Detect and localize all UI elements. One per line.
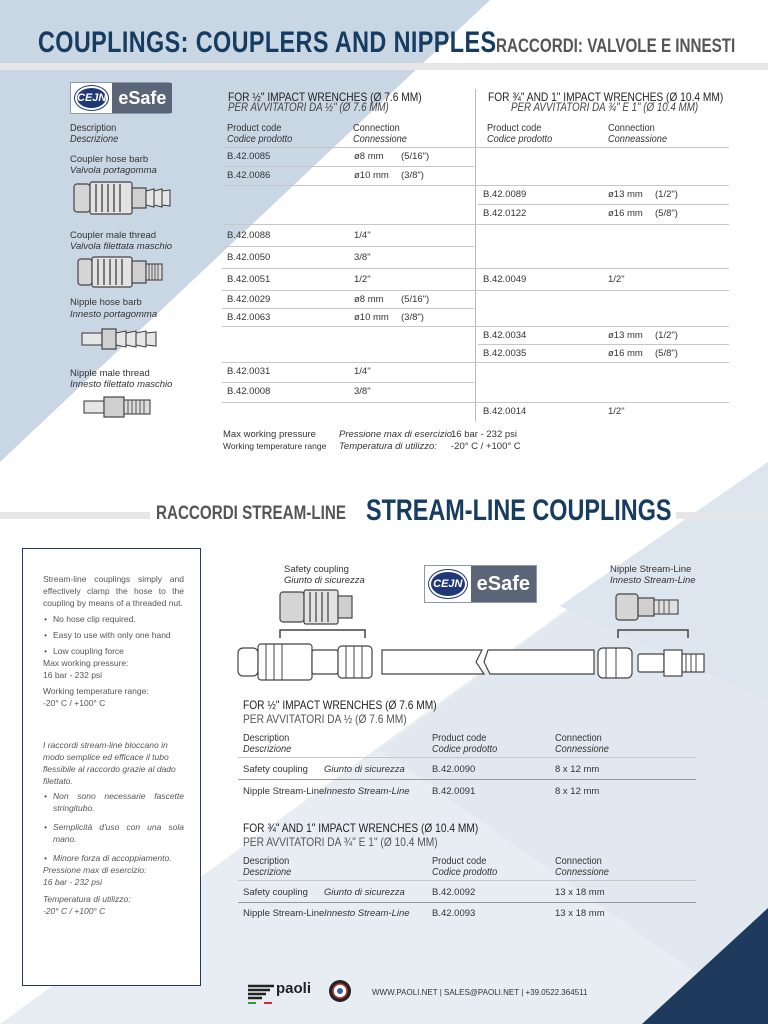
header-stripe [0,63,768,70]
t1a-row-1-code: B.42.0085 [227,151,271,162]
t1a-row-3-code: B.42.0088 [227,230,271,241]
t2b-row-1-name: Safety coupling [243,887,308,898]
spec-temp-label: Working temperature range [223,441,327,451]
features-box [22,548,201,986]
t2b-row-2-name: Nipple Stream-Line [243,908,325,919]
t2a-row-2-conn: 8 x 12 mm [555,786,600,797]
features-temp-value-it: -20° C / +100° C [43,906,106,916]
t1b-row-2-conn: ø16 mm [608,208,643,219]
t2b-row-1-conn: 13 x 18 mm [555,887,605,898]
t2a-title: FOR ½" IMPACT WRENCHES (Ø 7.6 MM) [243,698,437,712]
t2a-rule [238,779,696,780]
t2b-title: FOR ¾" AND 1" IMPACT WRENCHES (Ø 10.4 MM) [243,821,479,835]
table1-col-b-title: FOR ¾" AND 1" IMPACT WRENCHES (Ø 10.4 MM) [488,90,724,104]
t1-header-conn-b-it: Conneassione [608,133,668,145]
t2b-row-2-name-it: Innesto Stream-Line [324,908,410,919]
t1-rule [222,268,729,269]
page-title: COUPLINGS: COUPLERS AND NIPPLES [38,26,497,59]
t1-item-2-name-it: Valvola filettata maschio [70,241,173,252]
t1-rule [222,362,729,363]
nipple-male-thread-image [82,395,154,419]
table1-col-a-title: FOR ½" IMPACT WRENCHES (Ø 7.6 MM) [228,90,422,104]
t1-rule [222,290,729,291]
coupler-male-thread-image [76,255,166,289]
coupler-hose-barb-image [72,180,174,216]
t1a-row-7-conn: ø10 mm [354,312,389,323]
t1b-row-1-code: B.42.0089 [483,189,527,200]
t2b-header-conn: Connection [555,855,602,867]
t1-item-4-name-it: Innesto filettato maschio [70,379,173,390]
cejn-esafe-logo [70,82,170,114]
t1-rule [222,326,729,327]
t1a-row-2-code: B.42.0086 [227,170,271,181]
nipple-streamline-label: Nipple Stream-Line [610,564,692,575]
t1a-row-2-inch: (3/8") [401,170,424,181]
t1-header-code-it: Codice prodotto [227,133,293,145]
t1-header-conn-b: Connection [608,122,655,134]
t1-rule [478,204,729,205]
features-pressure-label-it: Pressione max di esercizio: [43,865,147,875]
t1a-row-1-conn: ø8 mm [354,151,384,162]
table1-divider [475,89,476,421]
features-bullet: • No hose clip required. [43,613,184,625]
t1-item-1-name: Coupler hose barb [70,154,149,165]
t1-item-1-name-it: Valvola portagomma [70,165,157,176]
t1a-row-9-conn: 3/8" [354,386,371,397]
t2a-header-conn: Connection [555,732,602,744]
spec-temp-value: -20° C / +100° C [451,441,521,452]
section2-title-it: RACCORDI STREAM-LINE [156,503,346,524]
t2a-row-2-name: Nipple Stream-Line [243,786,325,797]
t1-rule [222,402,729,403]
esafe-logo-text: eSafe [112,83,172,113]
section2-title: STREAM-LINE COUPLINGS [366,494,672,527]
t1b-row-5-conn: ø16 mm [608,348,643,359]
t1a-row-5-code: B.42.0051 [227,274,271,285]
t1-item-4-name: Nipple male thread [70,368,150,379]
features-bullet: • Easy to use with only one hand [43,629,184,641]
t1a-row-8-conn: 1/4" [354,366,371,377]
t1-header-conn: Connection [353,122,400,134]
t2a-row-1-code: B.42.0090 [432,764,476,775]
t2b-header-conn-it: Connessione [555,866,609,878]
table1-col-a-title-it: PER AVVITATORI DA ½" (Ø 7.6 MM) [228,102,389,114]
features-bullet-it: • Minore forza di accoppiamento. [43,852,184,864]
nipple-streamline-label-it: Innesto Stream-Line [610,575,696,586]
t2b-row-2-code: B.42.0093 [432,908,476,919]
t1b-row-6-conn: 1/2" [608,406,625,417]
footer-contact: WWW.PAOLI.NET | SALES@PAOLI.NET | +39.0522.364511 [372,988,588,997]
features-pressure-label: Max working pressure: [43,658,129,668]
features-bullet: • Low coupling force [43,645,184,657]
t1b-row-4-code: B.42.0034 [483,330,527,341]
t2a-header-code: Product code [432,732,487,744]
t1-item-3-name-it: Innesto portagomma [70,309,158,320]
t2a-header-desc-it: Descrizione [243,743,292,755]
t2b-title-it: PER AVVITATORI DA ¾" E 1" (Ø 10.4 MM) [243,835,438,849]
t1a-row-6-code: B.42.0029 [227,294,271,305]
t2a-title-it: PER AVVITATORI DA ½ (Ø 7.6 MM) [243,712,407,726]
t2a-header-code-it: Codice prodotto [432,743,498,755]
features-intro: Stream-line couplings simply and effectively clamp the hose to the coupling by means of a threaded nut. [43,574,184,608]
t1-rule [222,382,474,383]
t2a-rule [238,757,696,758]
features-bullet-it: • Semplicità d'uso con una sola mano. [43,821,184,845]
t1-header-desc: Description [70,122,117,134]
t2b-row-2-conn: 13 x 18 mm [555,908,605,919]
t1b-row-3-code: B.42.0049 [483,274,527,285]
t1b-row-5-code: B.42.0035 [483,348,527,359]
safety-coupling-label: Safety coupling [284,564,349,575]
features-pressure-value-it: 16 bar - 232 psi [43,877,103,887]
t1-rule [222,185,729,186]
t1-header-conn-it: Connessione [353,133,407,145]
t1-item-2-name: Coupler male thread [70,230,157,241]
t1-header-desc-it: Descrizione [70,133,119,145]
cejn-logo-mark: CEJN [75,86,108,110]
t2b-header-desc-it: Descrizione [243,866,292,878]
t2b-rule [238,880,696,881]
spec-pressure-label: Max working pressure [223,429,316,440]
features-intro-it: I raccordi stream-line bloccano in modo semplice ed efficace il tubo flessibile al raccordo grazie al dado filettato. [43,740,176,786]
t1a-row-2-conn: ø10 mm [354,170,389,181]
features-temp-value: -20° C / +100° C [43,698,106,708]
t1b-row-3-conn: 1/2" [608,274,625,285]
spec-pressure-label-it: Pressione max di esercizio: [339,429,455,440]
t2b-rule [238,902,696,903]
features-pressure-value: 16 bar - 232 psi [43,670,103,680]
paoli-logo-text: paoli [276,980,312,997]
t1a-row-7-inch: (3/8") [401,312,424,323]
t1b-row-1-conn: ø13 mm [608,189,643,200]
t1-rule [478,344,729,345]
page-subtitle: RACCORDI: VALVOLE E INNESTI [496,36,736,57]
t1b-row-6-code: B.42.0014 [483,406,527,417]
certification-seal-icon [328,979,352,1003]
t1-rule [222,224,729,225]
t1a-row-6-inch: (5/16") [401,294,430,305]
t1-item-3-name: Nipple hose barb [70,297,142,308]
t1a-row-6-conn: ø8 mm [354,294,384,305]
t2a-header-desc: Description [243,732,290,744]
t1a-row-8-code: B.42.0031 [227,366,271,377]
cejn-logo-mark: CEJN [429,570,467,598]
esafe-logo-text: eSafe [471,566,536,602]
spec-temp-label-it: Temperatura di utilizzo: [339,441,437,452]
t2a-row-1-name: Safety coupling [243,764,308,775]
t1a-row-4-code: B.42.0050 [227,252,271,263]
t1-header-code: Product code [227,122,282,134]
paoli-logo-mark [246,980,276,1006]
t2a-header-conn-it: Connessione [555,743,609,755]
t2b-row-1-code: B.42.0092 [432,887,476,898]
t1b-row-4-inch: (1/2") [655,330,678,341]
t2b-header-code-it: Codice prodotto [432,866,498,878]
features-temp-label: Working temperature range: [43,686,149,696]
t2a-row-1-name-it: Giunto di sicurezza [324,764,405,775]
t2a-row-1-conn: 8 x 12 mm [555,764,600,775]
t2a-row-2-name-it: Innesto Stream-Line [324,786,410,797]
t1b-row-5-inch: (5/8") [655,348,678,359]
table1-col-b-title-it: PER AVVITATORI DA ¾" E 1" (Ø 10.4 MM) [511,102,699,114]
t1a-row-7-code: B.42.0063 [227,312,271,323]
features-temp-label-it: Temperatura di utilizzo: [43,894,131,904]
t2b-header-desc: Description [243,855,290,867]
section2-stripe-right [676,512,768,519]
t1b-row-2-code: B.42.0122 [483,208,527,219]
t2a-row-2-code: B.42.0091 [432,786,476,797]
t1b-row-2-inch: (5/8") [655,208,678,219]
t1a-row-4-conn: 3/8" [354,252,371,263]
t1b-row-4-conn: ø13 mm [608,330,643,341]
t1a-row-3-conn: 1/4" [354,230,371,241]
spec-pressure-value: 16 bar - 232 psi [451,429,518,440]
t2b-row-1-name-it: Giunto di sicurezza [324,887,405,898]
t1b-row-1-inch: (1/2") [655,189,678,200]
features-bullet-it: • Non sono necessarie fascette stringitubo. [43,790,184,814]
t1-header-code-b-it: Codice prodotto [487,133,553,145]
t2b-header-code: Product code [432,855,487,867]
safety-coupling-label-it: Giunto di sicurezza [284,575,365,586]
section2-stripe-left [0,512,150,519]
nipple-hose-barb-image [80,326,160,352]
t1a-row-5-conn: 1/2" [354,274,371,285]
t1a-row-1-inch: (5/16") [401,151,430,162]
t1-header-code-b: Product code [487,122,542,134]
t1-rule [222,147,729,148]
t1-rule [222,308,474,309]
t1-rule [222,166,474,167]
t1a-row-9-code: B.42.0008 [227,386,271,397]
t1-rule [222,246,474,247]
streamline-assembly-drawing [232,586,712,686]
